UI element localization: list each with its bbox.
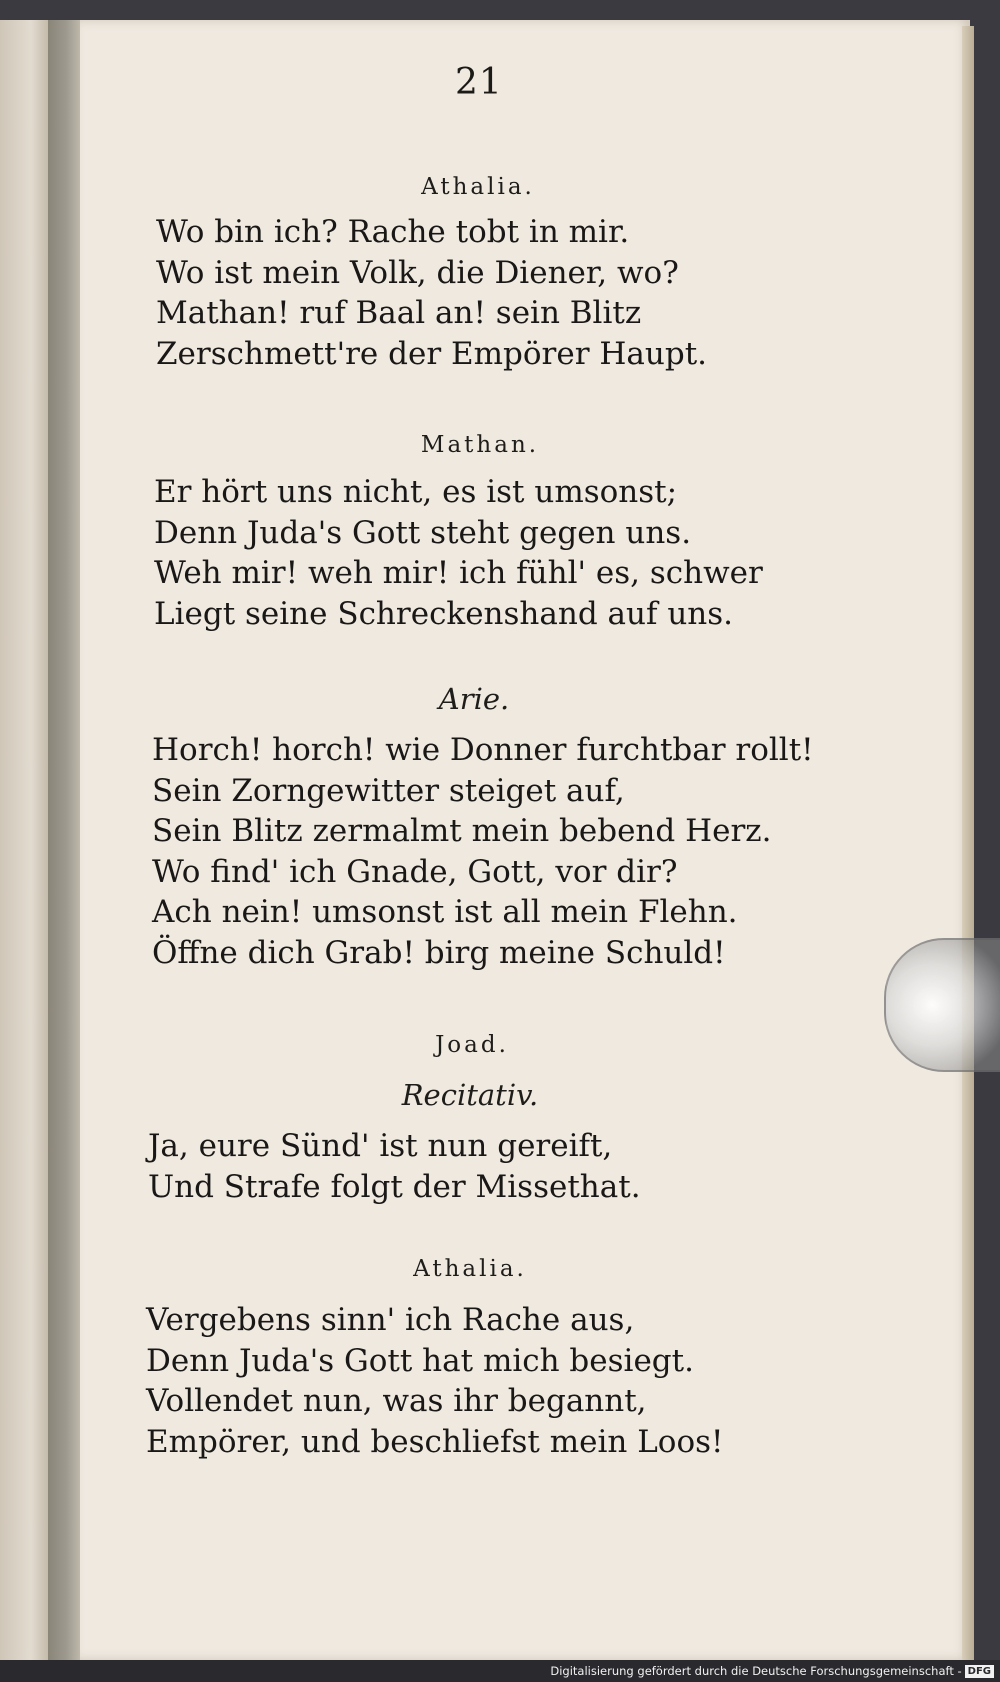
verse-line: Und Strafe folgt der Missethat. <box>148 1168 641 1205</box>
page-edge <box>962 26 974 1660</box>
section-heading: Recitativ. <box>401 1078 539 1112</box>
page-clip <box>884 938 1000 1072</box>
verse-line: Sein Blitz zermalmt mein bebend Herz. <box>152 813 772 850</box>
verse-line: Öffne dich Grab! birg meine Schuld! <box>152 934 726 971</box>
page-number: 21 <box>455 62 503 103</box>
verse-line: Ach nein! umsonst ist all mein Flehn. <box>152 894 738 931</box>
speaker-label: Joad. <box>435 1032 509 1058</box>
verse-stanza <box>156 212 707 374</box>
verse-line: Denn Juda's Gott steht gegen uns. <box>154 514 692 551</box>
digitization-footer <box>550 1664 994 1678</box>
verse-stanza <box>154 472 763 634</box>
verse-line: Zerschmett're der Empörer Haupt. <box>156 335 708 372</box>
verse-line: Denn Juda's Gott hat mich besiegt. <box>146 1342 694 1379</box>
previous-page-edge <box>0 20 52 1660</box>
verse-stanza <box>152 730 814 974</box>
speaker-label: Athalia. <box>421 174 535 200</box>
footer-text: Digitalisierung gefördert durch die Deutsche Forschungsgemeinschaft - <box>550 1664 962 1678</box>
verse-line: Er hört uns nicht, es ist umsonst; <box>154 474 678 510</box>
verse-line: Wo find' ich Gnade, Gott, vor dir? <box>152 853 678 890</box>
section-heading: Arie. <box>438 682 510 716</box>
verse-line: Vergebens sinn' ich Rache aus, <box>146 1302 635 1338</box>
speaker-label: Mathan. <box>420 432 540 458</box>
verse-line: Sein Zorngewitter steiget auf, <box>152 772 625 809</box>
book-gutter <box>48 20 84 1660</box>
verse-line: Wo bin ich? Rache tobt in mir. <box>156 214 630 250</box>
verse-line: Horch! horch! wie Donner furchtbar rollt! <box>152 732 814 768</box>
verse-stanza <box>146 1300 724 1462</box>
speaker-label: Athalia. <box>413 1256 527 1282</box>
verse-line: Ja, eure Sünd' ist nun gereift, <box>148 1128 613 1164</box>
verse-line: Liegt seine Schreckenshand auf uns. <box>154 595 734 632</box>
dfg-logo-icon: DFG <box>965 1665 994 1678</box>
verse-stanza <box>148 1126 641 1207</box>
verse-line: Mathan! ruf Baal an! sein Blitz <box>156 295 642 332</box>
verse-line: Empörer, und beschliefst mein Loos! <box>146 1423 724 1460</box>
verse-line: Wo ist mein Volk, die Diener, wo? <box>156 254 679 291</box>
verse-line: Vollendet nun, was ihr begannt, <box>146 1383 647 1420</box>
verse-line: Weh mir! weh mir! ich fühl' es, schwer <box>154 555 763 592</box>
